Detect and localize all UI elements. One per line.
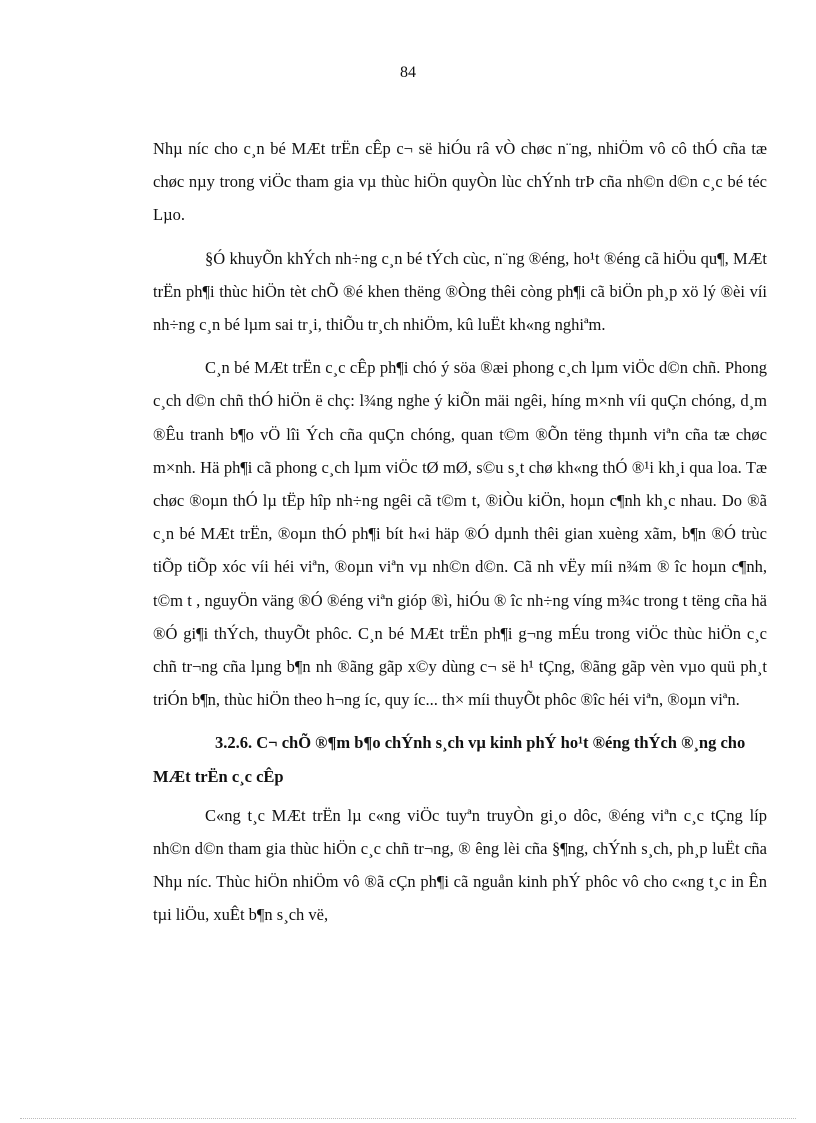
paragraph-4: C«ng t¸c MÆt trËn lµ c«ng viÖc tuyªn truyÒn gi¸o dôc, ®éng viªn c¸c tÇng líp nh©n d©n tham gia thùc hiÖn c¸c chñ tr¬ng, ® êng lèi cña §¶ng, chÝnh s¸ch, ph¸p luËt cña Nhµ níc. Thùc hiÖn nhiÖm vô ®ã cÇn ph¶i cã nguån kinh phÝ phôc vô cho c«ng t¸c in Ên tµi liÖu, xuÊt b¶n s¸ch vë, [153, 805, 767, 925]
page-body [153, 132, 767, 932]
paragraph-2: §Ó khuyÕn khÝch nh÷ng c¸n bé tÝch cùc, n¨ng ®éng, ho¹t ®éng cã hiÖu qu¶, MÆt trËn ph¶i thùc hiÖn tèt chÕ ®é khen thëng ®Òng thêi còng ph¶i cã biÖn ph¸p xö lý ®èi víi nh÷ng c¸n bé lµm sai tr¸i, thiÕu tr¸ch nhiÖm, kû luËt kh«ng nghiªm. [153, 248, 767, 335]
page-number: 84 [400, 64, 416, 81]
page-bottom-divider [20, 1118, 796, 1119]
paragraph-1: Nhµ níc cho c¸n bé MÆt trËn cÊp c¬ së hiÓu râ vÒ chøc n¨ng, nhiÖm vô cô thÓ cña tæ chøc nµy trong viÖc tham gia vµ thùc hiÖn quyÒn lùc chÝnh trÞ cña nh©n d©n c¸c bé téc Lµo. [153, 139, 767, 225]
section-heading: 3.2.6. C¬ chÕ ®¶m b¶o chÝnh s¸ch vµ kinh phÝ ho¹t ®éng thÝch ®¸ng cho MÆt trËn c¸c cÊp [153, 733, 746, 786]
paragraph-3: C¸n bé MÆt trËn c¸c cÊp ph¶i chó ý söa ®æi phong c¸ch lµm viÖc d©n chñ. Phong c¸ch d©n chñ thÓ hiÖn ë chç: l¾ng nghe ý kiÕn mäi ngêi, híng m×nh víi quÇn chóng, d¸m ®Êu tranh b¶o vÖ lîi Ých cña quÇn chóng, quan t©m ®Õn tëng thµnh viªn cña tæ chøc m×nh. Hä ph¶i cã phong c¸ch lµm viÖc tØ mØ, s©u s¸t chø kh«ng thÓ ®¹i kh¸i qua loa. Tæ chøc ®oµn thÓ lµ tËp hîp nh÷ng ngêi cã t©m t, ®iÒu kiÖn, hoµn c¶nh kh¸c nhau. Do ®ã c¸n bé MÆt trËn, ®oµn thÓ ph¶i bít h«i häp ®Ó dµnh thêi gian xuèng xãm, b¶n ®Ó trùc tiÕp tiÕp xóc víi héi viªn, ®oµn viªn vµ nh©n d©n. Cã nh vËy míi n¾m ® îc hoµn c¶nh, t©m t , nguyÖn väng ®Ó ®éng viªn gióp ®ì, hiÓu ® îc nh÷ng víng m¾c trong t tëng cña hä ®Ó gi¶i thÝch, thuyÕt phôc. C¸n bé MÆt trËn ph¶i g¬ng mÉu trong viÖc thùc hiÖn c¸c chñ tr¬ng cña lµng b¶n nh ®ãng gãp x©y dùng c¬ së h¹ tÇng, ®ãng gãp vèn vµo quü ph¸t triÓn b¶n, thùc hiÖn theo h¬ng íc, quy íc... th× míi thuyÕt phôc ®îc héi viªn, ®oµn viªn. [153, 358, 767, 710]
